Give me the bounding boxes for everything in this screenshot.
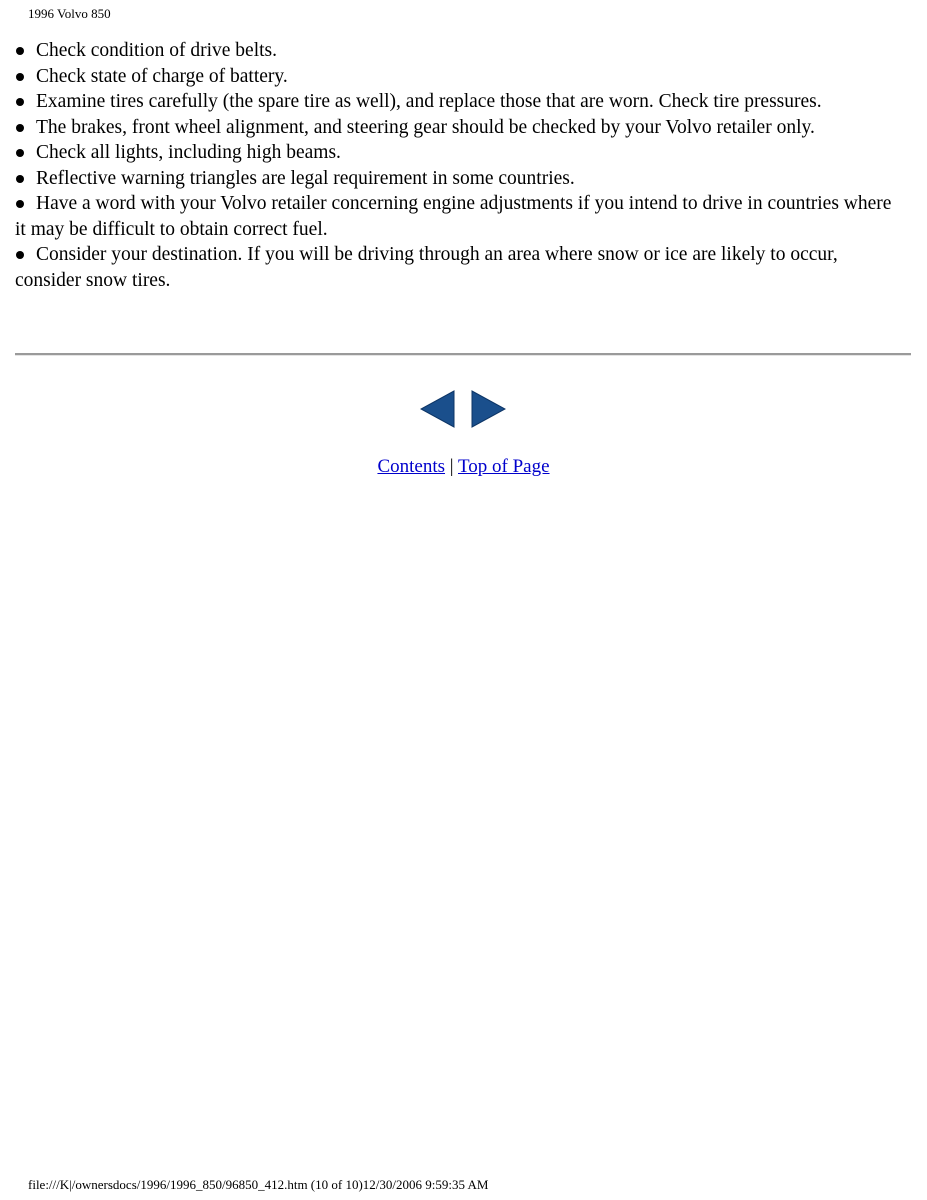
list-item-text: Consider your destination. If you will be driving through an area where snow or ice are likely to occur, consider snow tires. bbox=[15, 244, 838, 291]
next-arrow-icon[interactable] bbox=[470, 390, 506, 428]
list-item-text: Check state of charge of battery. bbox=[36, 65, 288, 87]
bullet-icon bbox=[16, 47, 24, 55]
list-item bbox=[15, 115, 905, 141]
page-header-title: 1996 Volvo 850 bbox=[28, 6, 111, 21]
page-navigation bbox=[420, 390, 510, 428]
list-item bbox=[15, 191, 905, 242]
list-item bbox=[15, 89, 905, 115]
previous-arrow-icon[interactable] bbox=[420, 390, 456, 428]
bullet-icon bbox=[16, 175, 24, 183]
checklist bbox=[15, 38, 905, 293]
list-item-text: The brakes, front wheel alignment, and steering gear should be checked by your Volvo retailer only. bbox=[36, 116, 815, 138]
bullet-icon bbox=[16, 98, 24, 106]
bullet-icon bbox=[16, 124, 24, 132]
list-item bbox=[15, 64, 905, 90]
bullet-icon bbox=[16, 200, 24, 208]
link-separator: | bbox=[449, 456, 454, 477]
list-item bbox=[15, 140, 905, 166]
bullet-icon bbox=[16, 251, 24, 259]
list-item-text: Examine tires carefully (the spare tire as well), and replace those that are worn. Check tire pressures. bbox=[36, 91, 822, 112]
list-item bbox=[15, 242, 905, 293]
contents-link[interactable]: Contents bbox=[377, 456, 446, 477]
footer-links bbox=[0, 455, 927, 479]
list-item-text: Check all lights, including high beams. bbox=[36, 142, 341, 163]
list-item-text: Check condition of drive belts. bbox=[36, 40, 277, 61]
top-of-page-link[interactable]: Top of Page bbox=[458, 456, 550, 477]
list-item bbox=[15, 166, 905, 192]
list-item-text: Have a word with your Volvo retailer concerning engine adjustments if you intend to drive in countries where it may be difficult to obtain correct fuel. bbox=[15, 193, 892, 240]
list-item bbox=[15, 38, 905, 64]
bullet-icon bbox=[16, 73, 24, 81]
bullet-icon bbox=[16, 149, 24, 157]
horizontal-divider bbox=[15, 353, 911, 356]
page-footer-path: file:///K|/ownersdocs/1996/1996_850/96850_412.htm (10 of 10)12/30/2006 9:59:35 AM bbox=[28, 1177, 489, 1192]
list-item-text: Reflective warning triangles are legal requirement in some countries. bbox=[36, 167, 575, 189]
